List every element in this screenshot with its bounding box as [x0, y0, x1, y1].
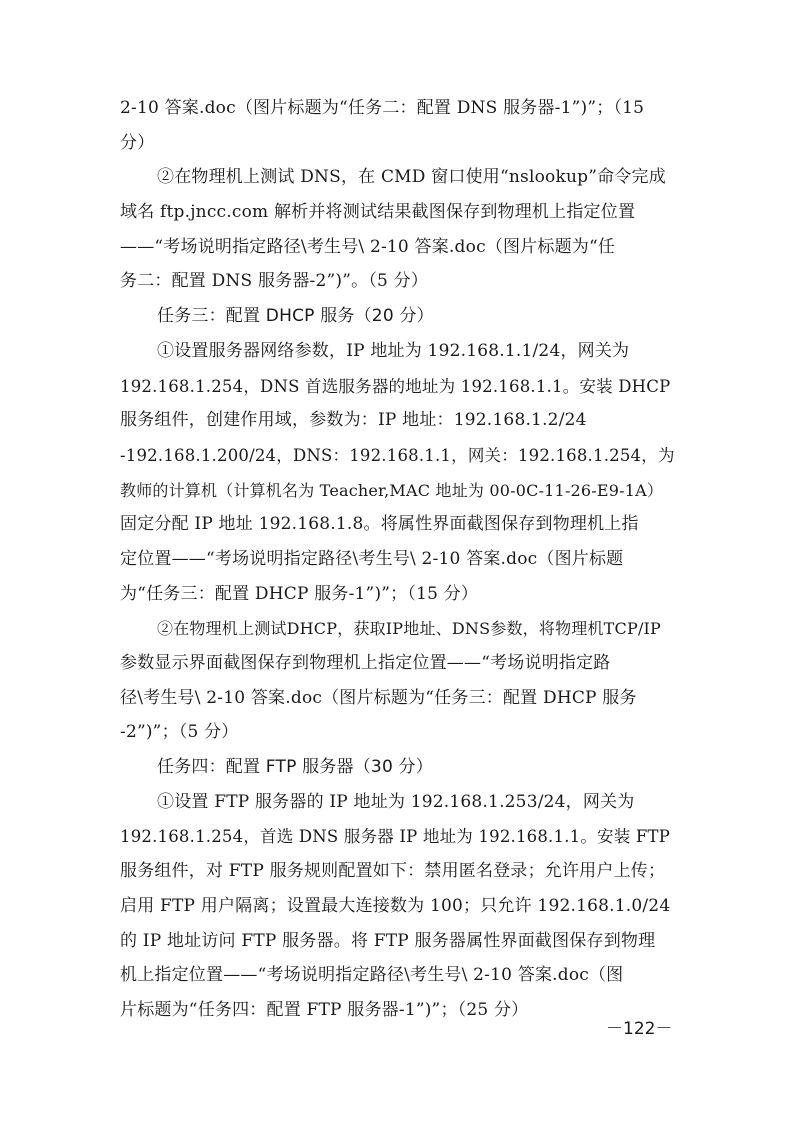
text-line: -192.168.1.200/24，DNS：192.168.1.1，网关：192.168.1.254，为: [120, 445, 675, 465]
text-line: ——“考场说明指定路径\考生号\ 2-10 答案.doc（图片标题为“任: [120, 236, 616, 257]
text-line: 启用 FTP 用户隔离；设置最大连接数为 100；只允许 192.168.1.0/24: [120, 895, 671, 916]
text-line: 服务组件，对 FTP 服务规则配置如下：禁用匿名登录；允许用户上传；: [120, 861, 666, 882]
text-line: 机上指定位置——“考场说明指定路径\考生号\ 2-10 答案.doc（图: [120, 965, 624, 986]
text-line: 教师的计算机（计算机名为 Teacher,MAC 地址为 00-0C-11-26-E9-1A）: [120, 480, 664, 500]
text-line: 域名 ftp.jncc.com 解析并将测试结果截图保存到物理机上指定位置: [120, 202, 636, 223]
text-line: ①设置服务器网络参数，IP 地址为 192.168.1.1/24，网关为: [157, 340, 630, 361]
text-line: 为“任务三：配置 DHCP 服务-1”)”；（15 分）: [120, 583, 479, 604]
text-line: 固定分配 IP 地址 192.168.1.8。将属性界面截图保存到物理机上指: [120, 514, 639, 535]
text-line: 径\考生号\ 2-10 答案.doc（图片标题为“任务三：配置 DHCP 服务: [120, 687, 637, 708]
document-body: [120, 100, 675, 1037]
section-heading: 任务三：配置 DHCP 服务（20 分）: [157, 306, 434, 327]
text-line: 参数显示界面截图保存到物理机上指定位置——“考场说明指定路: [120, 653, 611, 673]
text-line: 分）: [120, 132, 155, 153]
text-line: ①设置 FTP 服务器的 IP 地址为 192.168.1.253/24，网关为: [157, 791, 635, 812]
page-number: －122－: [606, 1019, 673, 1039]
section-heading: 任务四：配置 FTP 服务器（30 分）: [157, 757, 433, 778]
text-line: 192.168.1.254，DNS 首选服务器的地址为 192.168.1.1。安装 DHCP: [120, 376, 671, 396]
text-line: -2”)”；（5 分）: [120, 722, 239, 743]
text-line: 2-10 答案.doc（图片标题为“任务二：配置 DNS 服务器-1”)”；（15: [120, 98, 645, 118]
text-line: ②在物理机上测试 DNS，在 CMD 窗口使用“nslookup”命令完成: [157, 167, 666, 188]
text-line: ②在物理机上测试DHCP，获取IP地址、DNS参数，将物理机TCP/IP: [157, 619, 662, 639]
text-line: 的 IP 地址访问 FTP 服务器。将 FTP 服务器属性界面截图保存到物理: [120, 930, 656, 951]
text-line: 192.168.1.254，首选 DNS 服务器 IP 地址为 192.168.1.1。安装 FTP: [120, 827, 671, 847]
text-line: 定位置——“考场说明指定路径\考生号\ 2-10 答案.doc（图片标题: [120, 548, 624, 569]
text-line: 服务组件，创建作用域，参数为：IP 地址：192.168.1.2/24: [120, 410, 587, 431]
text-line: 务二：配置 DNS 服务器-2”)”。（5 分）: [120, 271, 429, 292]
text-line: 片标题为“任务四：配置 FTP 服务器-1”)”；（25 分）: [120, 999, 529, 1020]
